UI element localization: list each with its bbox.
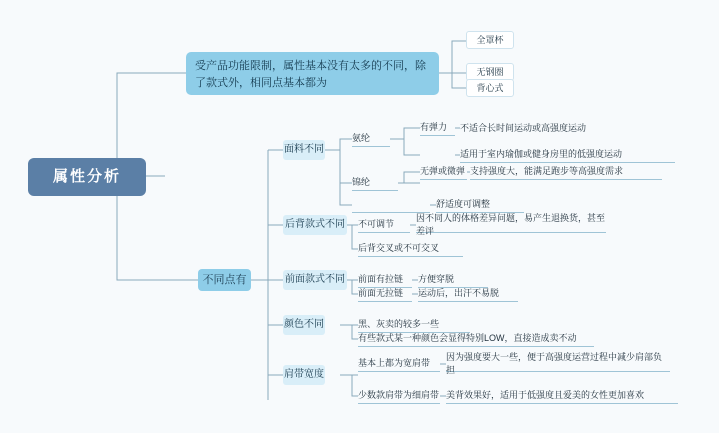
topic-1-row-0-desc[interactable]: [416, 213, 606, 236]
topic-label: 前面款式不同: [285, 274, 345, 286]
topic-0-row-2-key[interactable]: [352, 175, 398, 191]
cell-text: 前面有拉链: [358, 274, 404, 285]
topic-0-row-3-desc[interactable]: [436, 197, 524, 213]
cell-text: 氨纶: [352, 133, 371, 144]
cell-text: 美背效果好，适用于低强度且爱美的女性更加喜欢: [446, 390, 645, 401]
cell-text: 黑、灰卖的较多一些: [358, 319, 440, 330]
topic-0-row-0-key[interactable]: [352, 131, 390, 147]
topic-0-row-0-mid[interactable]: [420, 120, 455, 136]
topic-4-row-0-key[interactable]: [358, 356, 440, 372]
summary-leaf-2[interactable]: [466, 79, 514, 97]
summary-leaf-label: 背心式: [476, 82, 504, 93]
cell-text: 适用于室内瑜伽或健身房里的低强度运动: [460, 149, 623, 160]
summary-leaf-label: 全罩杯: [476, 34, 504, 45]
topic-0-row-2-desc[interactable]: [470, 164, 662, 180]
topic-1[interactable]: [283, 215, 347, 235]
cell-text: 因为强度要大一些，便于高强度运营过程中减少肩部负担: [446, 352, 663, 375]
cell-text: 前面无拉链: [358, 288, 404, 299]
summary-leaf-label: 无钢圈: [476, 66, 504, 77]
topic-1-row-1-key[interactable]: [358, 241, 463, 257]
topic-0-row-2-mid[interactable]: [420, 164, 467, 180]
cell-text: 不适合长时间运动或高强度运动: [460, 122, 587, 133]
cell-text: 方便穿脱: [418, 274, 455, 285]
cell-text: 锦纶: [352, 177, 371, 188]
cell-text: 因不同人的体格差异问题，易产生退换货，甚至差评: [416, 213, 606, 236]
topic-4[interactable]: [283, 365, 325, 385]
branch-label: 不同点有: [202, 273, 247, 286]
topic-4-row-0-desc[interactable]: [446, 352, 670, 375]
topic-2-row-1-key[interactable]: [358, 286, 412, 302]
cell-text: 支持强度大，能满足跑步等高强度需求: [470, 166, 624, 177]
topic-3-row-1-key[interactable]: [358, 331, 594, 347]
summary-text: 受产品功能限制，属性基本没有太多的不同，除了款式外，相同点基本都为: [195, 60, 426, 89]
topic-label: 肩带宽度: [284, 369, 324, 381]
topic-4-row-1-key[interactable]: [358, 388, 440, 404]
root-node[interactable]: [28, 158, 146, 196]
topic-label: 颜色不同: [284, 319, 324, 331]
topic-2[interactable]: [283, 270, 347, 290]
cell-text: 基本上都为宽肩带: [358, 358, 431, 369]
topic-0-row-3-key[interactable]: [352, 197, 430, 213]
cell-text: 后背交叉或不可交叉: [358, 243, 440, 254]
cell-text: 舒适度可调整: [436, 199, 491, 210]
branch-node-differences[interactable]: [198, 269, 251, 291]
summary-node[interactable]: [186, 52, 439, 95]
topic-2-row-1-desc[interactable]: [418, 286, 518, 302]
cell-text: 不可调节: [358, 219, 395, 230]
topic-4-row-1-desc[interactable]: [446, 388, 678, 404]
topic-3[interactable]: [283, 315, 325, 335]
topic-0-row-0-desc[interactable]: [460, 120, 660, 136]
cell-text: 少数款肩带为细肩带: [358, 390, 440, 401]
topic-label: 面料不同: [284, 144, 324, 156]
cell-text: 有些款式某一种颜色会显得特别LOW，直接造成卖不动: [358, 333, 577, 344]
topic-0-row-1-desc[interactable]: [460, 147, 675, 163]
cell-text: 无弹或微弹: [420, 166, 466, 177]
topic-1-row-0-key[interactable]: [358, 217, 410, 233]
topic-label: 后背款式不同: [285, 219, 345, 231]
root-label: 属性分析: [52, 167, 121, 185]
cell-text: 有弹力: [420, 122, 448, 133]
summary-leaf-0[interactable]: [466, 31, 514, 49]
topic-0[interactable]: [283, 140, 325, 160]
cell-text: 运动后，出汗不易脱: [418, 288, 500, 299]
